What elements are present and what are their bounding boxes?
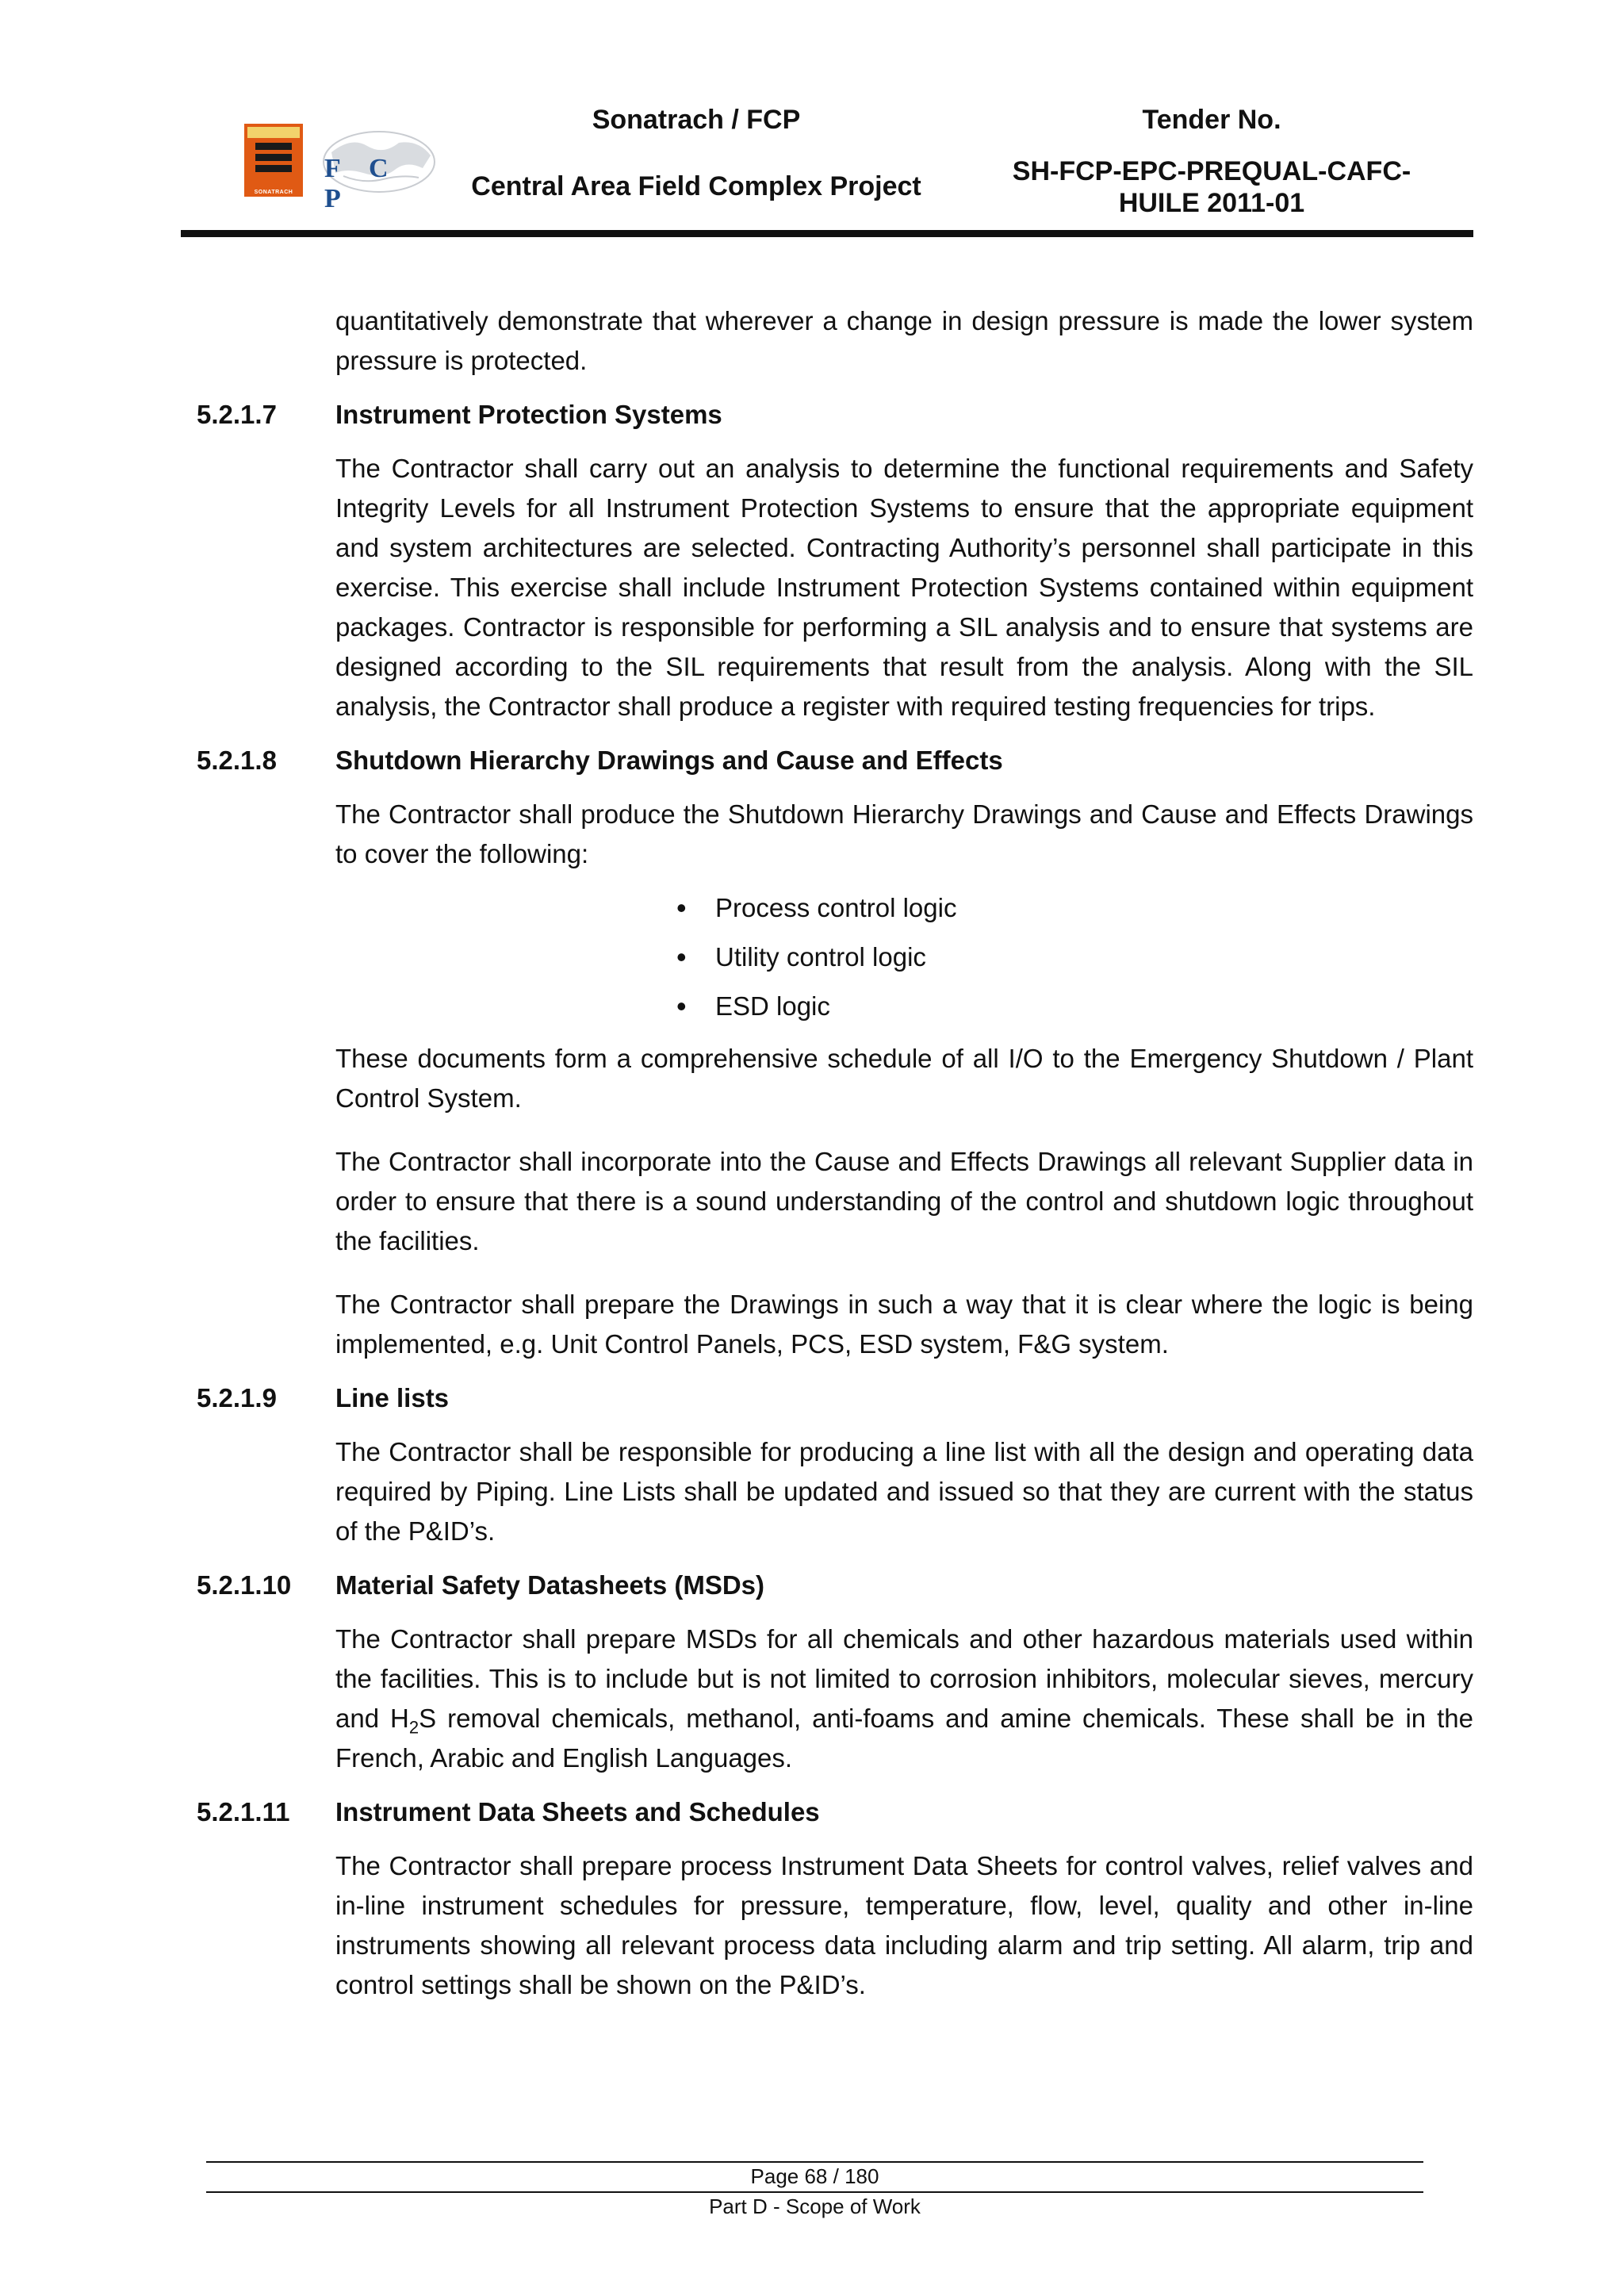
- footer-rule-top: [206, 2161, 1423, 2163]
- page-content: [197, 301, 1473, 2005]
- section-heading-5-2-1-8: [197, 741, 1473, 780]
- section-title: Shutdown Hierarchy Drawings and Cause and Effects: [335, 746, 1003, 775]
- intro-paragraph: quantitatively demonstrate that wherever a change in design pressure is made the lower system pressure is protected.: [335, 306, 1473, 375]
- tender-number-line2: HUILE 2011-01: [1118, 188, 1305, 218]
- sonatrach-logo: [244, 124, 303, 197]
- list-item: • Utility control logic: [676, 933, 1473, 982]
- section-paragraph: The Contractor shall carry out an analysis to determine the functional requirements and Safety Integrity Levels for all Instrument Protection Systems to ensure that the appropriate equipment and system architectures are selected. Contracting Authority’s personnel shall participate in this exercise. This exercise shall include Instrument Protection Systems contained within equipment packages. Contractor is responsible for performing a SIL analysis and to ensure that systems are designed according to the SIL requirements that result from the analysis. Along with the SIL analysis, the Contractor shall produce a register with required testing frequencies for trips.: [335, 454, 1473, 721]
- header-project: Central Area Field Complex Project: [471, 171, 921, 201]
- header-tender-number: [1005, 155, 1418, 219]
- footer-page-number: Page 68 / 180: [750, 2164, 879, 2188]
- paragraph-text: The Contractor shall prepare MSDs for all chemicals and other hazardous materials used within the facilities. This is to include but is not limited to corrosion inhibitors, molecular sieves, mercury and H: [335, 1624, 1473, 1733]
- footer-rule-bottom: [206, 2191, 1423, 2193]
- section-number: 5.2.1.10: [197, 1570, 292, 1600]
- sonatrach-logo-text: SONATRACH: [254, 190, 293, 195]
- sonatrach-logo-mark: [255, 143, 292, 181]
- section-number: 5.2.1.7: [197, 400, 277, 429]
- section-paragraph: The Contractor shall prepare process Instrument Data Sheets for control valves, relief valves and in-line instrument schedules for pressure, temperature, flow, level, quality and other in-line instruments showing all relevant process data including alarm and trip setting. All alarm, trip and control settings shall be shown on the P&ID’s.: [335, 1851, 1473, 1999]
- section-title: Instrument Protection Systems: [335, 400, 722, 429]
- list-item: • Process control logic: [676, 884, 1473, 933]
- paragraph-text: S removal chemicals, methanol, anti-foams and amine chemicals. These shall be in the French, Arabic and English Languages.: [335, 1704, 1473, 1773]
- fcp-logo: [320, 128, 439, 213]
- header-company: Sonatrach / FCP: [592, 105, 801, 135]
- header-tender-label: Tender No.: [1142, 105, 1281, 135]
- bullet-list: [197, 884, 1473, 1031]
- section-paragraph: These documents form a comprehensive schedule of all I/O to the Emergency Shutdown / Plant Control System.: [335, 1044, 1473, 1113]
- section-title: Material Safety Datasheets (MSDs): [335, 1570, 765, 1600]
- section-number: 5.2.1.8: [197, 746, 277, 775]
- header-rule: [181, 230, 1473, 237]
- section-paragraph: The Contractor shall produce the Shutdown Hierarchy Drawings and Cause and Effects Drawings to cover the following:: [335, 799, 1473, 868]
- section-heading-5-2-1-7: [197, 395, 1473, 435]
- list-item: • ESD logic: [676, 982, 1473, 1031]
- section-title: Line lists: [335, 1383, 450, 1412]
- sonatrach-logo-arabic-band: [247, 127, 300, 138]
- section-title: Instrument Data Sheets and Schedules: [335, 1797, 820, 1826]
- section-number: 5.2.1.11: [197, 1797, 290, 1826]
- section-heading-5-2-1-10: [197, 1566, 1473, 1605]
- subscript-text: 2: [408, 1717, 419, 1738]
- section-number: 5.2.1.9: [197, 1383, 277, 1412]
- section-paragraph: [335, 1619, 1473, 1778]
- section-paragraph: The Contractor shall incorporate into the Cause and Effects Drawings all relevant Supplier data in order to ensure that there is a sound understanding of the control and shutdown logic throughout the facilities.: [335, 1147, 1473, 1255]
- footer-part: Part D - Scope of Work: [709, 2194, 921, 2218]
- section-paragraph: The Contractor shall be responsible for producing a line list with all the design and operating data required by Piping. Line Lists shall be updated and issued so that they are current with the status of the P&ID’s.: [335, 1437, 1473, 1546]
- section-heading-5-2-1-9: [197, 1378, 1473, 1418]
- fcp-logo-letters: F C P: [324, 154, 400, 213]
- section-heading-5-2-1-11: [197, 1792, 1473, 1832]
- page-header: [181, 95, 1473, 236]
- logos: [244, 124, 450, 213]
- tender-number-line1: SH-FCP-EPC-PREQUAL-CAFC-: [1012, 156, 1411, 186]
- section-paragraph: The Contractor shall prepare the Drawings in such a way that it is clear where the logic is being implemented, e.g. Unit Control Panels, PCS, ESD system, F&G system.: [335, 1290, 1473, 1359]
